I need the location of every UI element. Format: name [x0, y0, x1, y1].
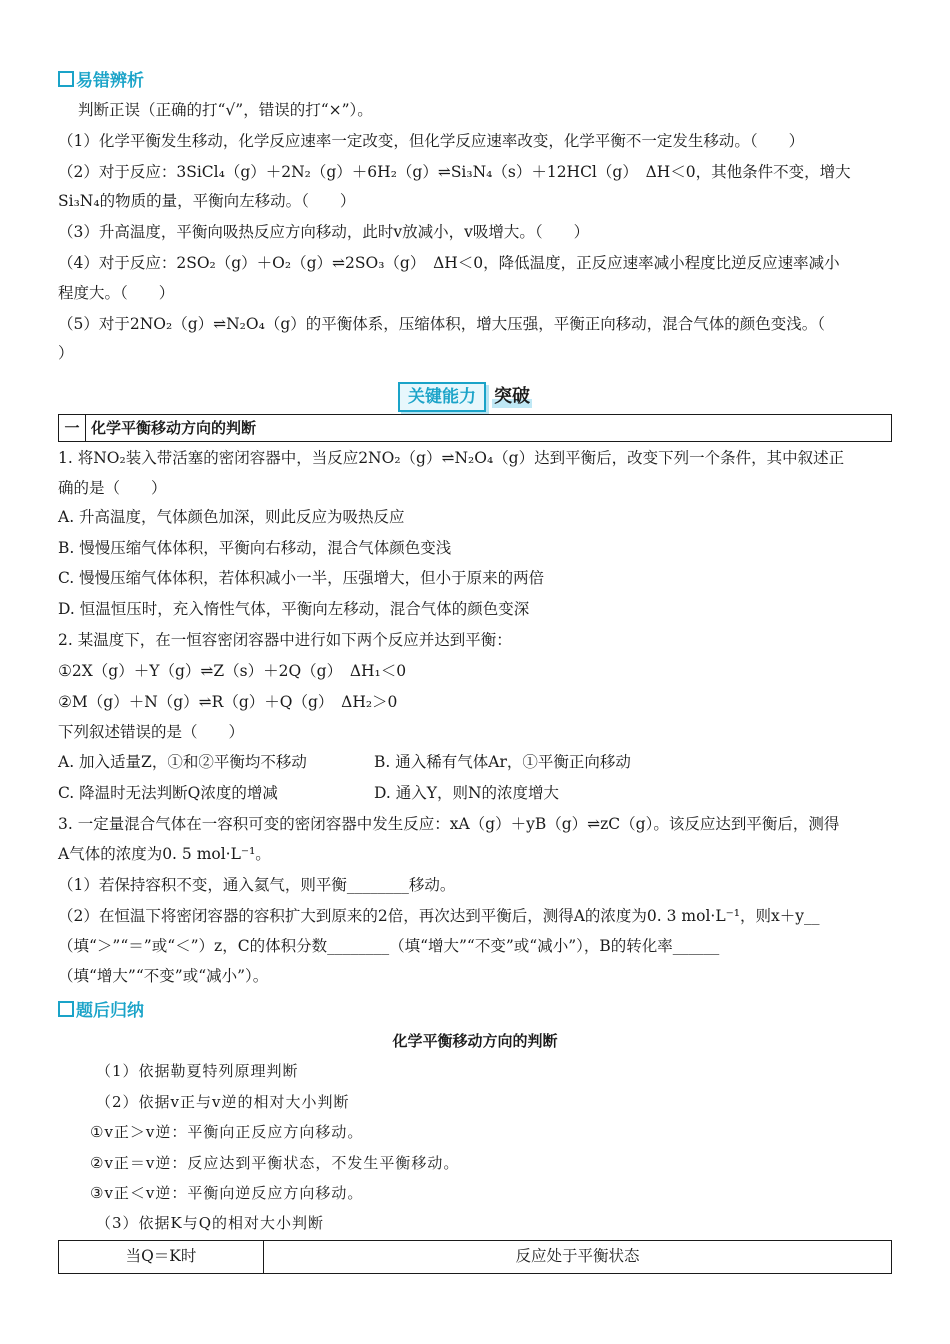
q2-ask: 下列叙述错误的是（ ）: [58, 723, 245, 741]
q3-part-2-line2: （填“＞”“＝”或“＜”）z，C的体积分数________（填“增大”“不变”或“减小”），B的转化率______: [58, 937, 720, 955]
q2-option-a: A. 加入适量Z，①和②平衡均不移动: [58, 753, 307, 771]
table-cell-condition: 当Q＝K时: [59, 1241, 264, 1273]
q2-reaction-1: ①2X（g）＋Y（g）⇌Z（s）＋2Q（g） ΔH₁＜0: [58, 662, 407, 680]
q2-stem: 2. 某温度下，在一恒容密闭容器中进行如下两个反应并达到平衡：: [58, 631, 512, 649]
q1-option-b: B. 慢慢压缩气体体积，平衡向右移动，混合气体颜色变浅: [58, 539, 452, 557]
square-icon: [58, 1001, 74, 1017]
confusion-item-3: （3）升高温度，平衡向吸热反应方向移动，此时v放减小，v吸增大。（ ）: [58, 223, 590, 241]
section-number: 一: [59, 415, 86, 441]
q1-stem-line2: 确的是（ ）: [58, 479, 167, 497]
banner-boxed-text: 关键能力: [398, 382, 486, 412]
confusion-item-4-cont: 程度大。（ ）: [58, 284, 175, 302]
confusion-item-5-cont: ）: [58, 344, 74, 362]
q2-reaction-2: ②M（g）＋N（g）⇌R（g）＋Q（g） ΔH₂＞0: [58, 693, 398, 711]
confusion-item-1: （1）化学平衡发生移动，化学反应速率一定改变，但化学反应速率改变，化学平衡不一定发生移动。（ ）: [58, 132, 805, 150]
table-cell-result: 反应处于平衡状态: [515, 1247, 640, 1265]
section-title: 化学平衡移动方向的判断: [91, 419, 257, 437]
section-one-header: [58, 414, 892, 442]
q2-option-d: D. 通入Y，则N的浓度增大: [374, 784, 560, 802]
confusion-item-2: （2）对于反应：3SiCl₄（g）＋2N₂（g）＋6H₂（g）⇌Si₃N₄（s）＋12HCl（g） ΔH＜0，其他条件不变，增大: [58, 163, 851, 181]
q2-option-b: B. 通入稀有气体Ar，①平衡正向移动: [374, 753, 631, 771]
confusion-item-4: （4）对于反应：2SO₂（g）＋O₂（g）⇌2SO₃（g） ΔH＜0，降低温度，正反应速率减小程度比逆反应速率减小: [58, 254, 840, 272]
q1-option-a: A. 升高温度，气体颜色加深，则此反应为吸热反应: [58, 508, 405, 526]
summary-line-6: （3）依据K与Q的相对大小判断: [96, 1214, 325, 1232]
banner-tail-text: 突破: [494, 386, 530, 407]
key-ability-banner: [398, 382, 532, 412]
summary-heading-text: 题后归纳: [76, 1001, 144, 1021]
q3-stem-line1: 3. 一定量混合气体在一容积可变的密闭容器中发生反应：xA（g）＋yB（g）⇌zC（g）。该反应达到平衡后，测得: [58, 815, 840, 833]
square-icon: [58, 71, 74, 87]
summary-line-3: ①v正＞v逆：平衡向正反应方向移动。: [90, 1123, 364, 1141]
confusion-heading-text: 易错辨析: [76, 71, 144, 91]
summary-heading: [58, 1000, 144, 1022]
q3-part-1: （1）若保持容积不变，通入氦气，则平衡________移动。: [58, 876, 456, 894]
confusion-heading: [58, 70, 144, 92]
summary-title: 化学平衡移动方向的判断: [392, 1032, 558, 1050]
q1-option-d: D. 恒温恒压时，充入惰性气体，平衡向左移动，混合气体的颜色变深: [58, 600, 530, 618]
q1-option-c: C. 慢慢压缩气体体积，若体积减小一半，压强增大，但小于原来的两倍: [58, 569, 545, 587]
summary-line-1: （1）依据勒夏特列原理判断: [96, 1062, 299, 1080]
summary-line-4: ②v正＝v逆：反应达到平衡状态，不发生平衡移动。: [90, 1154, 460, 1172]
q3-part-2-line1: （2）在恒温下将密闭容器的容积扩大到原来的2倍，再次达到平衡后，测得A的浓度为0. 3 mol·L⁻¹，则x＋y__: [58, 907, 820, 925]
q3-stem-line2: A气体的浓度为0. 5 mol·L⁻¹。: [58, 845, 271, 863]
summary-line-2: （2）依据v正与v逆的相对大小判断: [96, 1093, 350, 1111]
summary-line-5: ③v正＜v逆：平衡向逆反应方向移动。: [90, 1184, 364, 1202]
instruction: 判断正误（正确的打“√”，错误的打“×”）。: [78, 101, 373, 119]
kq-table: [58, 1240, 892, 1274]
confusion-item-5: （5）对于2NO₂（g）⇌N₂O₄（g）的平衡体系，压缩体积，增大压强，平衡正向移动，混合气体的颜色变浅。（: [58, 315, 825, 333]
q2-option-c: C. 降温时无法判断Q浓度的增减: [58, 784, 278, 802]
confusion-item-2-cont: Si₃N₄的物质的量，平衡向左移动。（ ）: [58, 192, 356, 210]
q3-part-2-line3: （填“增大”“不变”或“减小”）。: [58, 967, 269, 985]
q1-stem-line1: 1. 将NO₂装入带活塞的密闭容器中，当反应2NO₂（g）⇌N₂O₄（g）达到平衡后，改变下列一个条件，其中叙述正: [58, 449, 845, 467]
